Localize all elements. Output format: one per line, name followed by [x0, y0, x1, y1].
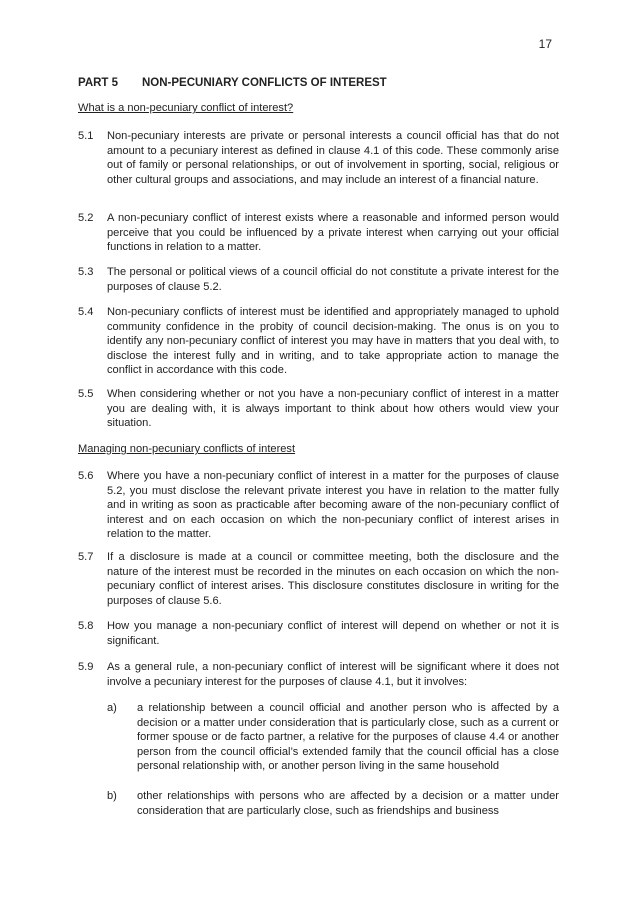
list-item-text: a relationship between a council official and another person who is affected by a decision or a matter under consideration that is particularly close, such as a current or former spouse or de facto partner, a relative for the purposes of clause 4.4 or another person from the council official’s extended family that the council official has a close personal relationship with, or another person living in the same household	[137, 702, 559, 773]
clause-5-9	[78, 660, 559, 689]
clause-5-6	[78, 469, 559, 542]
clause-number: 5.4	[78, 306, 94, 318]
clause-number: 5.2	[78, 212, 94, 224]
part-title: NON-PECUNIARY CONFLICTS OF INTEREST	[142, 77, 387, 89]
clause-text: Non-pecuniary interests are private or personal interests a council official has that do not amount to a pecuniary interest as defined in clause 4.1 of this code. These commonly arise out of family or personal relationships, or out of involvement in sporting, social, religious or other cultural groups and associations, and may include an interest of a financial nature.	[107, 130, 559, 186]
clause-5-5	[78, 387, 559, 431]
clause-5-1	[78, 129, 559, 187]
list-item-text: other relationships with persons who are affected by a decision or a matter under consideration that are particularly close, such as friendships and business	[137, 790, 559, 817]
clause-5-7	[78, 550, 559, 608]
clause-number: 5.9	[78, 661, 94, 673]
clause-5-8	[78, 619, 559, 648]
part-label: PART 5	[78, 77, 119, 89]
clause-text: When considering whether or not you have a non-pecuniary conflict of interest in a matter you are dealing with, it is always important to think about how others would view your situation.	[107, 388, 559, 430]
list-item-b	[107, 789, 559, 818]
clause-text: As a general rule, a non-pecuniary conflict of interest will be significant where it does not involve a pecuniary interest for the purposes of clause 4.1, but it involves:	[107, 661, 559, 688]
clause-text: A non-pecuniary conflict of interest exists where a reasonable and informed person would perceive that you could be influenced by a private interest when carrying out your official functions in relation to a matter.	[107, 212, 559, 254]
section-subheading: Managing non-pecuniary conflicts of interest	[78, 443, 296, 455]
clause-text: Where you have a non-pecuniary conflict of interest in a matter for the purposes of clause 5.2, you must disclose the relevant private interest you have in relation to the matter fully and in writing as soon as practicable after becoming aware of the non-pecuniary conflict of interest and on each occasion on which the non-pecuniary conflict of interest arises in relation to the matter.	[107, 470, 559, 541]
clause-text: Non-pecuniary conflicts of interest must be identified and appropriately managed to uphold community confidence in the probity of council decision-making. The onus is on you to identify any non-pecuniary conflict of interest you may have in matters that you deal with, to disclose the interest fully and in writing, and to take appropriate action to manage the conflict in accordance with this code.	[107, 306, 559, 377]
clause-number: 5.8	[78, 620, 94, 632]
clause-5-4	[78, 305, 559, 378]
clause-5-3	[78, 265, 559, 294]
clause-number: 5.3	[78, 266, 94, 278]
clause-number: 5.1	[78, 130, 94, 142]
clause-number: 5.6	[78, 470, 94, 482]
section-subheading: What is a non-pecuniary conflict of interest?	[78, 102, 294, 114]
clause-number: 5.7	[78, 551, 94, 563]
clause-text: How you manage a non-pecuniary conflict of interest will depend on whether or not it is significant.	[107, 620, 559, 647]
part-heading	[78, 76, 387, 91]
list-item-a	[107, 701, 559, 774]
list-item-marker: a)	[107, 702, 117, 714]
page-number: 17	[538, 37, 552, 51]
clause-number: 5.5	[78, 388, 94, 400]
list-item-marker: b)	[107, 790, 117, 802]
clause-text: The personal or political views of a council official do not constitute a private interest for the purposes of clause 5.2.	[107, 266, 559, 293]
clause-5-2	[78, 211, 559, 255]
clause-text: If a disclosure is made at a council or committee meeting, both the disclosure and the nature of the interest must be recorded in the minutes on each occasion on which the non-pecuniary conflict of interest arises. This disclosure constitutes disclosure in writing for the purposes of clause 5.6.	[107, 551, 559, 607]
